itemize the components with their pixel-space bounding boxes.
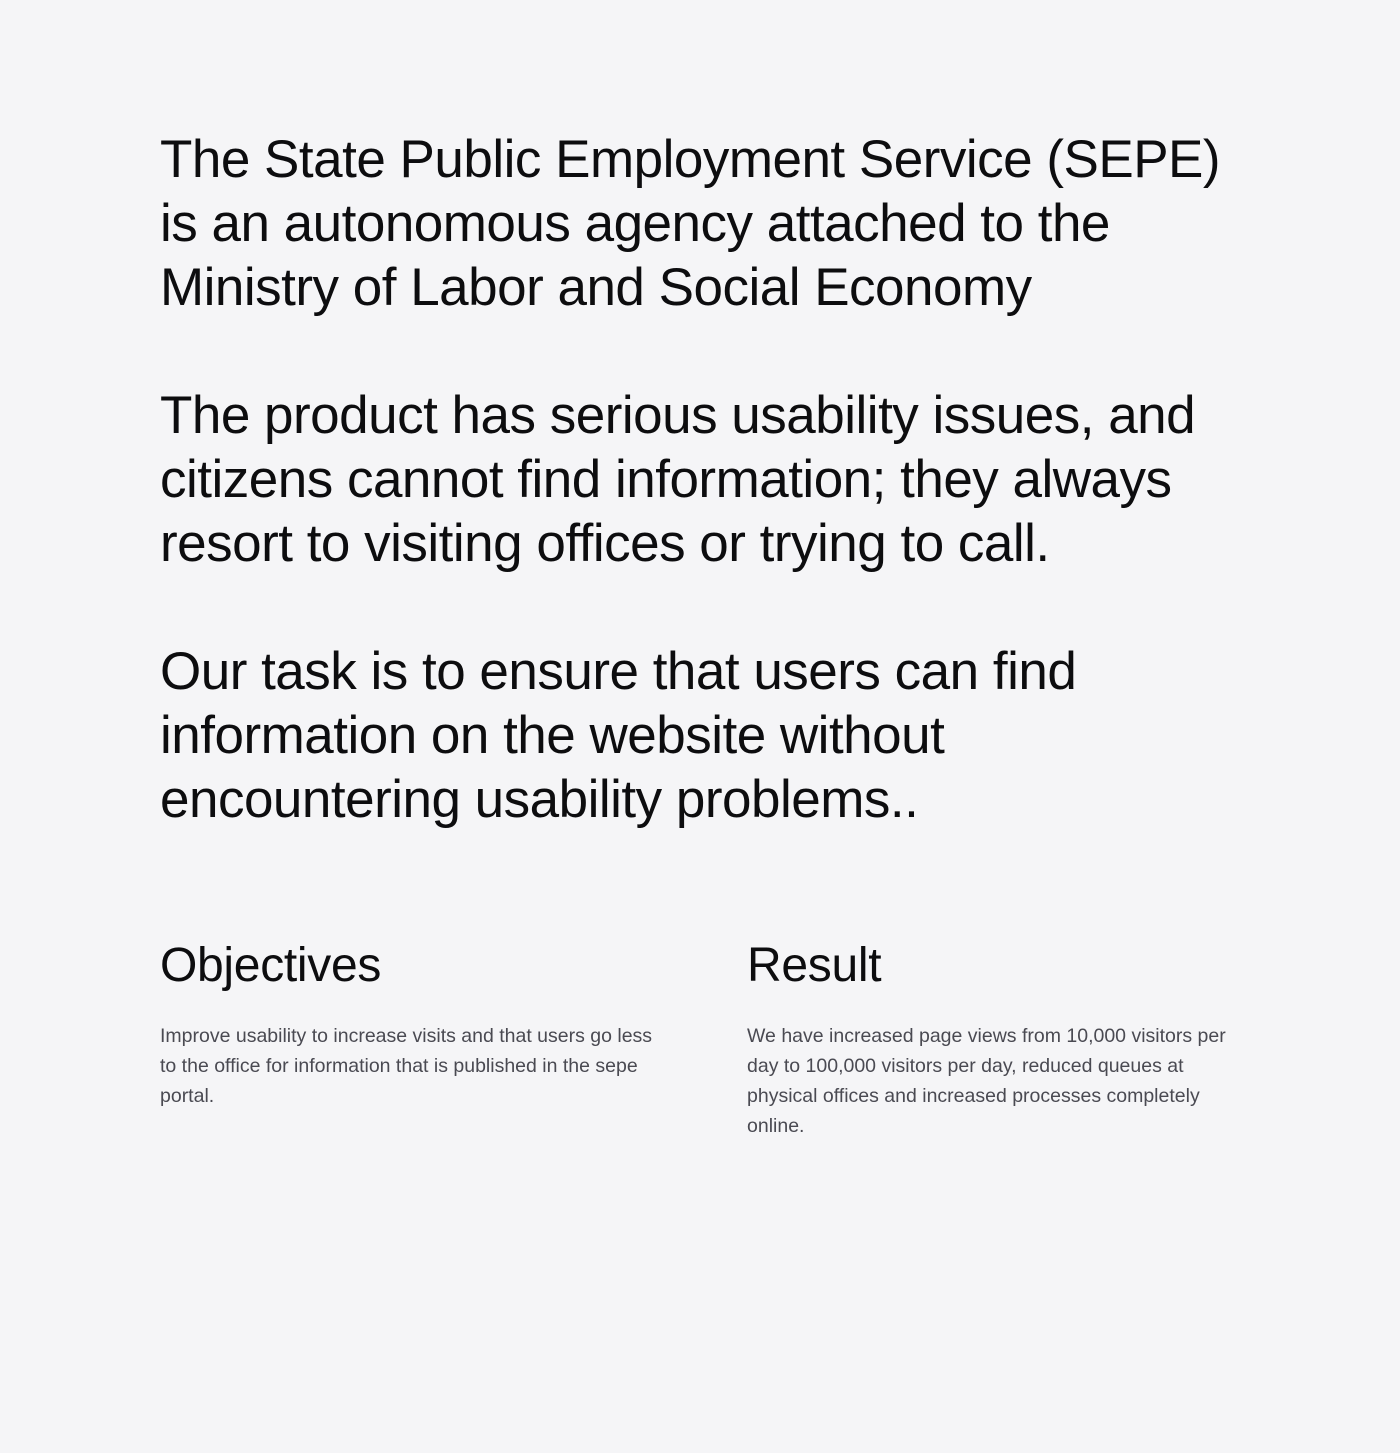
result-text: We have increased page views from 10,000 visitors per day to 100,000 visitors per day, reduced queues at physical offices and increased processes completely online. [747,1025,1226,1137]
objectives-text: Improve usability to increase visits and that users go less to the office for information that is published in the sepe portal. [160,1025,653,1107]
result-heading: Result [747,939,882,992]
intro-section [160,128,1250,896]
result-column [747,935,1247,1141]
intro-paragraph-problem: The product has serious usability issues, and citizens cannot find information; they always resort to visiting offices or trying to call. [160,386,1196,573]
objectives-column [160,935,660,1111]
objectives-results-section [160,935,1250,1155]
intro-paragraph-sepe: The State Public Employment Service (SEPE) is an autonomous agency attached to the Ministry of Labor and Social Economy [160,130,1221,317]
objectives-heading: Objectives [160,939,382,992]
intro-paragraph-task: Our task is to ensure that users can find information on the website without encountering usability problems.. [160,642,1077,829]
